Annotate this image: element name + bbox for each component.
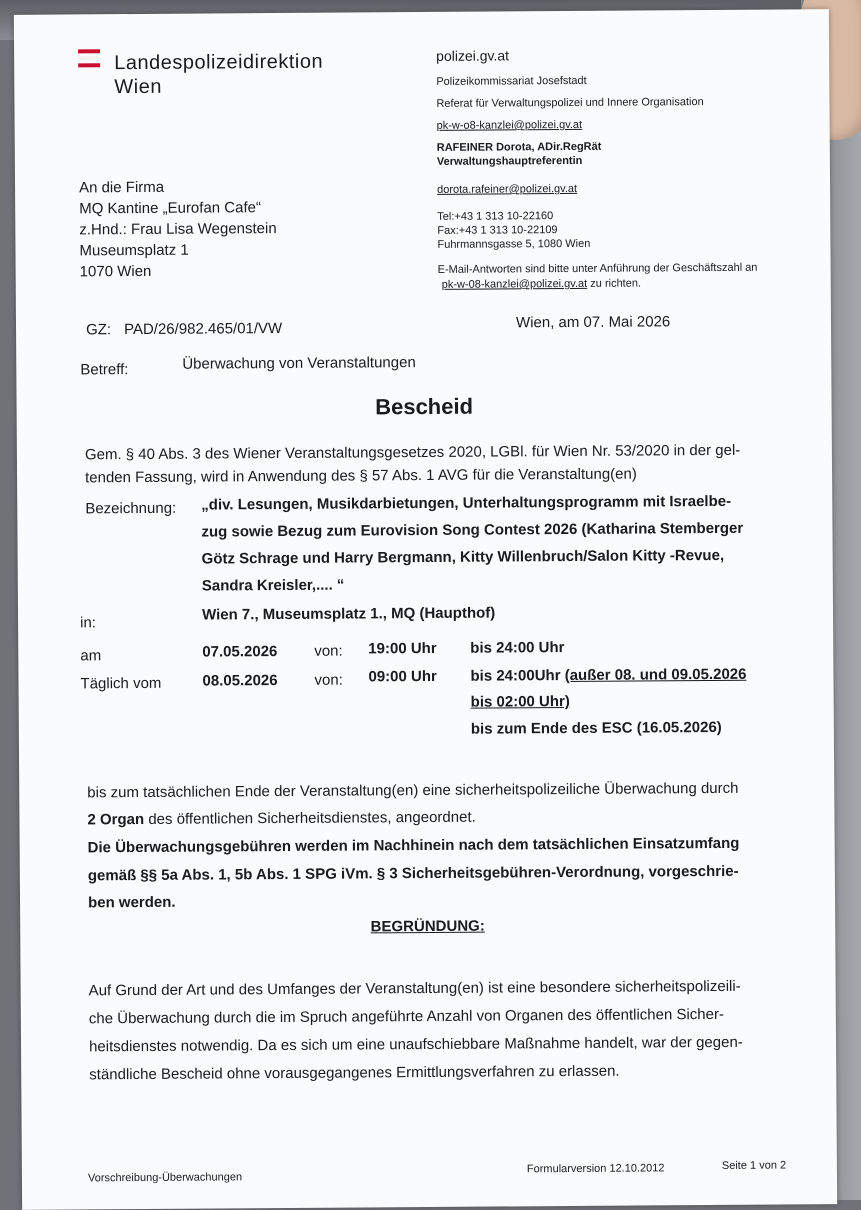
schedule-1-to: bis 24:00 Uhr (470, 639, 565, 657)
department-name: Referat für Verwaltungspolizei und Innere Organisation (436, 96, 704, 110)
reply-note: E-Mail-Antworten sind bitte unter Anführung der Geschäftszahl an (437, 261, 758, 276)
office-address: Fuhrmannsgasse 5, 1080 Wien (437, 237, 591, 251)
fees-line-2: gemäß §§ 5a Abs. 1, 5b Abs. 1 SPG iVm. § 3 Sicherheitsgebühren-Verordnung, vorgeschrie- (87, 862, 739, 885)
location-label: in: (80, 614, 96, 632)
designation-line-2: zug sowie Bezug zum Eurovision Song Contest 2026 (Katharina Stemberger (201, 519, 744, 541)
footer-page-number: Seite 1 von 2 (721, 1159, 787, 1172)
website-url: polizei.gv.at (436, 47, 510, 64)
reasoning-line-4: ständliche Bescheid ohne vorausgegangenes Ermittlungsverfahren zu erlassen. (89, 1062, 620, 1084)
recipient-line-3: z.Hnd.: Frau Lisa Wegenstein (79, 220, 277, 239)
document-title: Bescheid (375, 393, 474, 420)
schedule-2-exception: (außer 08. und 09.05.2026 (564, 665, 747, 685)
recipient-line-1: An die Firma (78, 178, 165, 197)
reasoning-line-1: Auf Grund der Art und des Umfanges der Veranstaltung(en) ist eine besondere sicherheitspolizeili- (88, 977, 741, 1000)
reasoning-line-2: che Überwachung durch die im Spruch angeführte Anzahl von Organen des öffentlichen Sicher- (88, 1005, 725, 1028)
subject-value: Überwachung von Veranstaltungen (182, 354, 416, 373)
schedule-2-from-label: von: (314, 671, 343, 689)
schedule-2-date: 08.05.2026 (202, 672, 278, 690)
schedule-2-exception-end: bis 02:00 Uhr) (470, 692, 570, 711)
schedule-1-date: 07.05.2026 (202, 643, 278, 661)
office-name: Polizeikommissariat Josefstadt (436, 74, 587, 88)
order-organ-count: 2 Organ (87, 810, 145, 829)
schedule-1-from-label: von: (314, 642, 343, 660)
fees-line-3: ben werden. (87, 893, 176, 912)
schedule-2-until: bis zum Ende des ESC (16.05.2026) (470, 718, 722, 738)
recipient-line-4: Museumsplatz 1 (79, 241, 189, 260)
designation-line-4: Sandra Kreisler,.... “ (201, 576, 345, 595)
document-page (14, 9, 837, 1210)
gz-label: GZ: (85, 321, 112, 339)
reply-email: pk-w-08-kanzlei@polizei.gv.at (441, 277, 588, 291)
recipient-line-5: 1070 Wien (79, 262, 152, 281)
fax: Fax:+43 1 313 10-22109 (437, 224, 558, 237)
reasoning-heading: BEGRÜNDUNG: (370, 917, 485, 936)
officer-title: Verwaltungshauptreferentin (436, 154, 583, 168)
subject-label: Betreff: (80, 361, 129, 379)
schedule-1-from: 19:00 Uhr (368, 639, 437, 658)
designation-line-3: Götz Schrage und Harry Bergmann, Kitty Willenbruch/Salon Kitty -Revue, (201, 546, 725, 568)
intro-line-1: Gem. § 40 Abs. 3 des Wiener Veranstaltungsgesetzes 2020, LGBl. für Wien Nr. 53/2020 in der gel- (84, 441, 741, 464)
designation-line-1: „div. Lesungen, Musikdarbietungen, Unterhaltungsprogramm mit Israelbe- (201, 492, 732, 514)
schedule-1-label: am (80, 647, 102, 665)
designation-label: Bezeichnung: (85, 499, 177, 518)
location-value: Wien 7., Museumsplatz 1., MQ (Haupthof) (201, 604, 496, 624)
gz-value: PAD/26/982.465/01/VW (123, 319, 283, 339)
reply-note-end: zu richten. (590, 277, 642, 290)
fees-line-1: Die Überwachungsgebühren werden im Nachhinein nach dem tatsächlichen Einsatzumfang (87, 834, 740, 857)
department-email: pk-w-o8-kanzlei@polizei.gv.at (436, 118, 583, 132)
officer-email: dorota.rafeiner@polizei.gv.at (437, 182, 578, 196)
intro-line-2: tenden Fassung, wird in Anwendung des § 57 Abs. 1 AVG für die Veranstaltung(en) (85, 465, 637, 487)
footer-form-version: Formularversion 12.10.2012 (526, 1162, 665, 1176)
officer-name: RAFEINER Dorota, ADir.RegRät (436, 140, 602, 154)
reasoning-line-3: heitsdienstes notwendig. Da es sich um eine unaufschiebbare Maßnahme handelt, war der gegen- (88, 1033, 743, 1056)
austria-flag-logo (78, 49, 100, 70)
document-date: Wien, am 07. Mai 2026 (515, 313, 671, 332)
org-name: Landespolizeidirektion (114, 50, 324, 75)
schedule-2-from: 09:00 Uhr (368, 667, 437, 686)
recipient-line-2: MQ Kantine „Eurofan Cafe“ (79, 199, 262, 218)
schedule-2-to: bis 24:00Uhr (470, 667, 561, 685)
schedule-2-label: Täglich vom (80, 674, 162, 693)
order-line-2: des öffentlichen Sicherheitsdienstes, angeordnet. (144, 808, 476, 828)
footer-form-name: Vorschreibung-Überwachungen (87, 1171, 243, 1185)
order-line-1: bis zum tatsächlichen Ende der Veranstaltung(en) eine sicherheitspolizeiliche Überwachung durch (87, 779, 739, 802)
telephone: Tel:+43 1 313 10-22160 (437, 210, 554, 223)
org-city: Wien (114, 75, 162, 99)
